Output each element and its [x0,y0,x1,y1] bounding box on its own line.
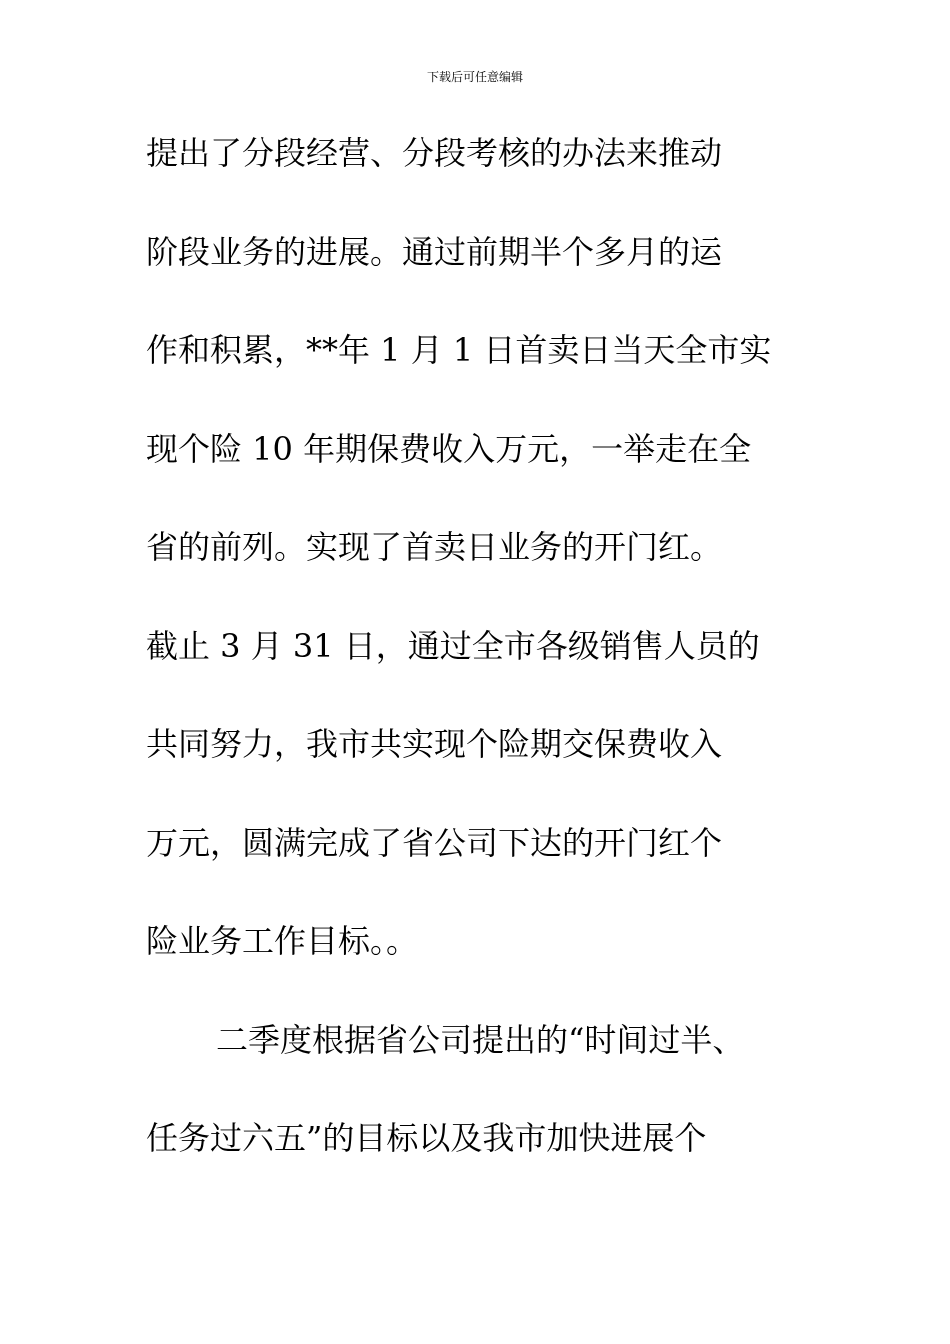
paragraph-line: 作和积累，**年 1 月 1 日首卖日当天全市实 [146,331,772,369]
paragraph-line: 阶段业务的进展。通过前期半个多月的运 [146,232,723,271]
paragraph-line: 二季度根据省公司提出的“时间过半、 [216,1020,745,1059]
document-body [146,120,826,1204]
paragraph-line: 现个险 10 年期保费收入万元，一举走在全 [146,429,752,468]
paragraph-line: 省的前列。实现了首卖日业务的开门红。 [146,528,723,566]
paragraph-line: 提出了分段经营、分段考核的办法来推动 [146,134,723,172]
paragraph-line: 万元，圆满完成了省公司下达的开门红个 [146,823,723,862]
paragraph-line: 截止 3 月 31 日，通过全市各级销售人员的 [146,626,760,665]
paragraph-line: 共同努力，我市共实现个险期交保费收入 [146,725,723,763]
paragraph-line: 任务过六五”的目标以及我市加快进展个 [146,1119,707,1157]
header-note: 下载后可任意编辑 [426,70,523,84]
paragraph-line: 险业务工作目标。。 [146,922,419,960]
